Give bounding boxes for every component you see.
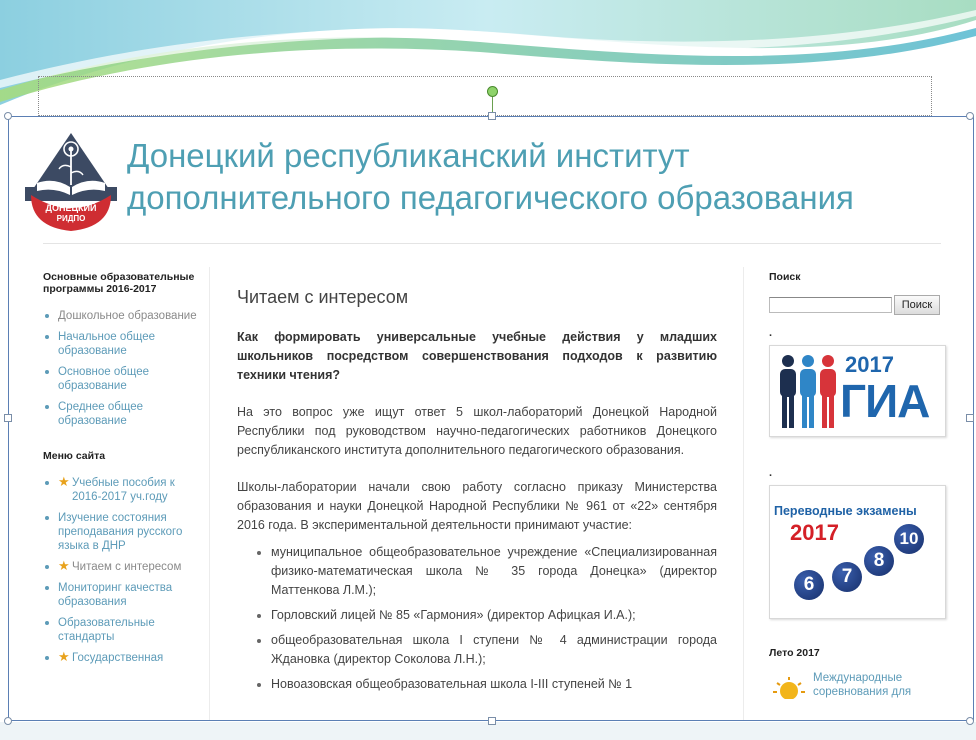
program-link-basic[interactable] xyxy=(43,365,198,393)
bullet-icon xyxy=(45,481,49,485)
star-icon: ★ xyxy=(58,558,70,573)
main-post xyxy=(237,287,717,700)
right-sidebar xyxy=(769,271,949,701)
menu-list xyxy=(43,476,198,665)
menu-item-label: Читаем с интересом xyxy=(72,561,182,573)
bullet-icon xyxy=(45,586,49,590)
participants-list xyxy=(237,543,717,694)
menu-heading: Меню сайта xyxy=(43,450,106,462)
post-paragraph-1: На это вопрос уже ищут ответ 5 школ-лабораторий Донецкой Народной Республики под руководством научно-педагогических работников Донецкого республиканского института дополнительного педагогического образования. xyxy=(237,405,717,457)
slide-title-placeholder[interactable] xyxy=(38,76,932,116)
menu-item-label: Мониторинг качества образования xyxy=(58,582,173,608)
post-lead: Как формировать универсальные учебные действия у младших школьников посредством совершенствования подходов к развитию техники чтения? xyxy=(237,330,717,382)
search-button[interactable]: Поиск xyxy=(894,295,940,315)
left-sidebar xyxy=(43,271,198,672)
exam-year: 2017 xyxy=(790,520,839,545)
summer-heading: Лето 2017 xyxy=(769,647,820,659)
site-title-line2: дополнительного педагогического образования xyxy=(127,179,854,216)
star-icon: ★ xyxy=(58,649,70,664)
rotation-handle[interactable] xyxy=(487,86,498,97)
menu-item-reading[interactable] xyxy=(43,560,198,574)
gia-text: ГИА xyxy=(840,375,930,427)
post-title: Читаем с интересом xyxy=(237,287,409,307)
resize-handle-top-right[interactable] xyxy=(966,112,974,120)
bullet-icon xyxy=(45,656,49,660)
gia-year: 2017 xyxy=(845,352,894,377)
exam-number-ball: 6 xyxy=(794,570,824,600)
bullet-icon xyxy=(45,565,49,569)
program-link-secondary[interactable] xyxy=(43,400,198,428)
bullet-icon xyxy=(45,516,49,520)
transfer-exams-banner[interactable] xyxy=(769,485,946,619)
exam-number-ball: 8 xyxy=(864,546,894,576)
header-divider xyxy=(43,243,941,244)
summer-item[interactable] xyxy=(769,671,949,701)
participant-item: муниципальное общеобразовательное учреждение «Специализированная физико-математическая школа № 35 города Донецка» (директор Маттенкова Л.М.); xyxy=(255,543,717,600)
menu-item-textbooks[interactable] xyxy=(43,476,198,504)
site-title-line1: Донецкий республиканский институт xyxy=(127,137,690,174)
programs-list xyxy=(43,309,198,428)
post-paragraph-2: Школы-лаборатории начали свою работу согласно приказу Министерства образования и науки Донецкой Народной Республики № 961 от «22» сентября 2016 года. В экспериментальной деятельности принимают участие: xyxy=(237,480,717,532)
menu-item-russian-language[interactable] xyxy=(43,511,198,553)
resize-handle-bottom-left[interactable] xyxy=(4,717,12,725)
column-divider-right xyxy=(743,267,744,721)
resize-handle-bottom-right[interactable] xyxy=(966,717,974,725)
resize-handle-bottom[interactable] xyxy=(488,717,496,725)
program-label: Основное общее образование xyxy=(58,366,149,392)
resize-handle-left[interactable] xyxy=(4,414,12,422)
summer-link[interactable]: Международные соревнования для xyxy=(813,672,912,698)
menu-item-monitoring[interactable] xyxy=(43,581,198,609)
bullet-icon xyxy=(45,335,49,339)
bullet-icon xyxy=(45,370,49,374)
program-label: Среднее общее образование xyxy=(58,401,143,427)
programs-heading: Основные образовательные программы 2016-2017 xyxy=(43,271,195,295)
menu-item-state[interactable] xyxy=(43,651,198,665)
participant-item: Новоазовская общеобразовательная школа I-III ступеней № 1 xyxy=(255,675,717,694)
exam-title: Переводные экзамены xyxy=(774,504,917,518)
menu-item-label: Образовательные стандарты xyxy=(58,617,155,643)
gia-2017-banner[interactable] xyxy=(769,345,946,437)
logo-text-line2: РИДПО xyxy=(56,214,86,223)
bullet-icon xyxy=(45,621,49,625)
embedded-website-image[interactable] xyxy=(8,116,974,721)
site-title xyxy=(127,135,957,219)
bullet-icon xyxy=(45,314,49,318)
widget-separator-dot: . xyxy=(769,467,773,479)
ridpo-logo xyxy=(19,123,123,233)
menu-item-label: Учебные пособия к 2016-2017 уч.году xyxy=(72,477,175,503)
program-label: Начальное общее образование xyxy=(58,331,155,357)
program-link-primary[interactable] xyxy=(43,330,198,358)
exam-number-ball: 7 xyxy=(832,562,862,592)
search-heading: Поиск xyxy=(769,271,801,283)
bullet-icon xyxy=(45,405,49,409)
people-icon xyxy=(776,352,840,432)
widget-separator-dot: . xyxy=(769,327,773,339)
star-icon: ★ xyxy=(58,474,70,489)
program-link-preschool[interactable] xyxy=(43,309,198,323)
logo-text-line1: ДОНЕЦКИЙ xyxy=(45,203,97,213)
sun-icon xyxy=(771,675,807,699)
menu-item-label: Изучение состояния преподавания русского языка в ДНР xyxy=(58,512,183,552)
resize-handle-top[interactable] xyxy=(488,112,496,120)
search-input[interactable] xyxy=(769,297,892,313)
column-divider-left xyxy=(209,267,210,721)
resize-handle-right[interactable] xyxy=(966,414,974,422)
search-form xyxy=(769,295,949,315)
participant-item: Горловский лицей № 85 «Гармония» (директор Афицкая И.А.); xyxy=(255,606,717,625)
exam-number-ball: 10 xyxy=(894,524,924,554)
program-label: Дошкольное образование xyxy=(58,310,197,322)
menu-item-standards[interactable] xyxy=(43,616,198,644)
resize-handle-top-left[interactable] xyxy=(4,112,12,120)
participant-item: общеобразовательная школа I ступени № 4 администрации города Ждановка (директор Соколова Л.Н.); xyxy=(255,631,717,669)
menu-item-label: Государственная xyxy=(72,652,164,664)
